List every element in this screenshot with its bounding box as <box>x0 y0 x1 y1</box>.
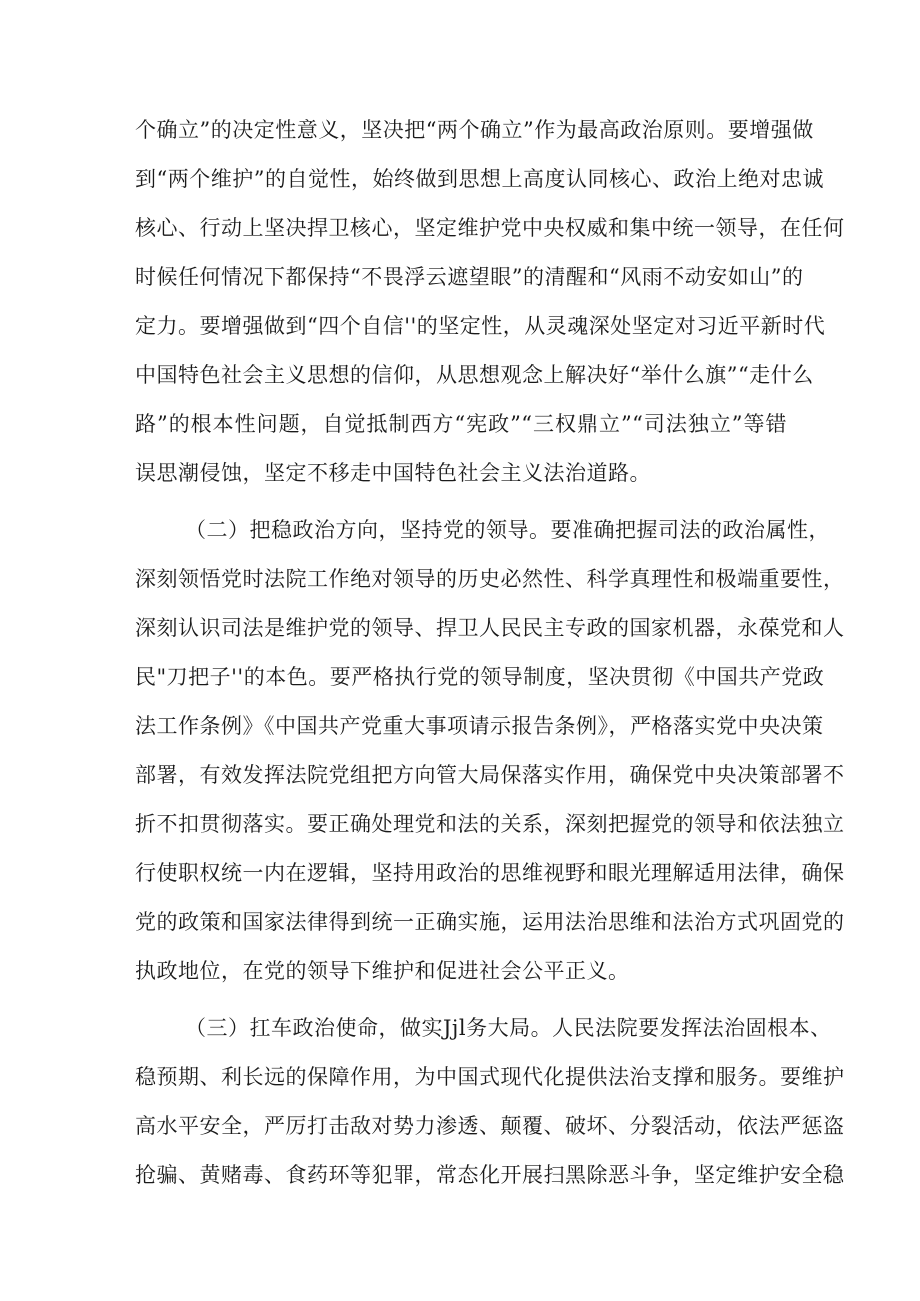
paragraph-line: 党的政策和国家法律得到统一正确实施，运用法治思维和法治方式巩固党的 <box>135 910 845 934</box>
paragraph-line: 定力。要增强做到“四个自信''的坚定性，从灵魂深处坚定对习近平新时代 <box>135 314 826 338</box>
paragraph-line: 中国特色社会主义思想的信仰，从思想观念上解决好“举什么旗”“走什么 <box>135 363 814 387</box>
paragraph-line: （三）扛车政治使命，做实Jjl务大局。人民法院要发挥法治固根本、 <box>185 1016 832 1040</box>
paragraph-line: 高水平安全，严厉打击敌对势力渗透、颠覆、破坏、分裂活动，依法严惩盗 <box>135 1114 845 1138</box>
paragraph-line: （二）把稳政治方向，坚持党的领导。要准确把握司法的政治属性， <box>185 518 830 542</box>
paragraph-line: 核心、行动上坚决捍卫核心，坚定维护党中央权威和集中统一领导，在任何 <box>135 216 845 240</box>
paragraph-line: 抢骗、黄赌毒、食药环等犯罪，常态化开展扫黑除恶斗争，坚定维护安全稳 <box>135 1163 845 1187</box>
paragraph-line: 折不扣贯彻落实。要正确处理党和法的关系，深刻把握党的领导和依法独立 <box>135 812 845 836</box>
paragraph-line: 行使职权统一内在逻辑，坚持用政治的思维视野和眼光理解适用法律，确保 <box>135 861 845 885</box>
paragraph-line: 稳预期、利长远的保障作用，为中国式现代化提供法治支撑和服务。要维护 <box>135 1065 845 1089</box>
paragraph-line: 误思潮侵蚀，坚定不移走中国特色社会主义法治道路。 <box>135 461 651 485</box>
paragraph-line: 民"刀把子''的本色。要严格执行党的领导制度，坚决贯彻《中国共产党政 <box>135 665 825 689</box>
paragraph-line: 执政地位，在党的领导下维护和促进社会公平正义。 <box>135 959 630 983</box>
paragraph-line: 部署，有效发挥法院党组把方向管大局保落实作用，确保党中央决策部署不 <box>135 763 845 787</box>
paragraph-line: 个确立”的决定性意义，坚决把“两个确立”作为最高政治原则。要增强做 <box>135 118 814 142</box>
paragraph-line: 深刻领悟党时法院工作绝对领导的历史必然性、科学真理性和极端重要性， <box>135 567 845 591</box>
paragraph-line: 法工作条例》《中国共产党重大事项请示报告条例》，严格落实党中央决策 <box>135 714 824 738</box>
paragraph-line: 路”的根本性问题，自觉抵制西方“宪政”“三权鼎立”“司法独立”等错 <box>135 412 787 436</box>
paragraph-line: 到“两个维护”的自觉性，始终做到思想上高度认同核心、政治上绝对忠诚 <box>135 167 824 191</box>
paragraph-line: 时候任何情况下都保持“不畏浮云遮望眼”的清醒和“风雨不动安如山”的 <box>135 265 804 289</box>
paragraph-line: 深刻认识司法是维护党的领导、捍卫人民民主专政的国家机器，永葆党和人 <box>135 616 845 640</box>
